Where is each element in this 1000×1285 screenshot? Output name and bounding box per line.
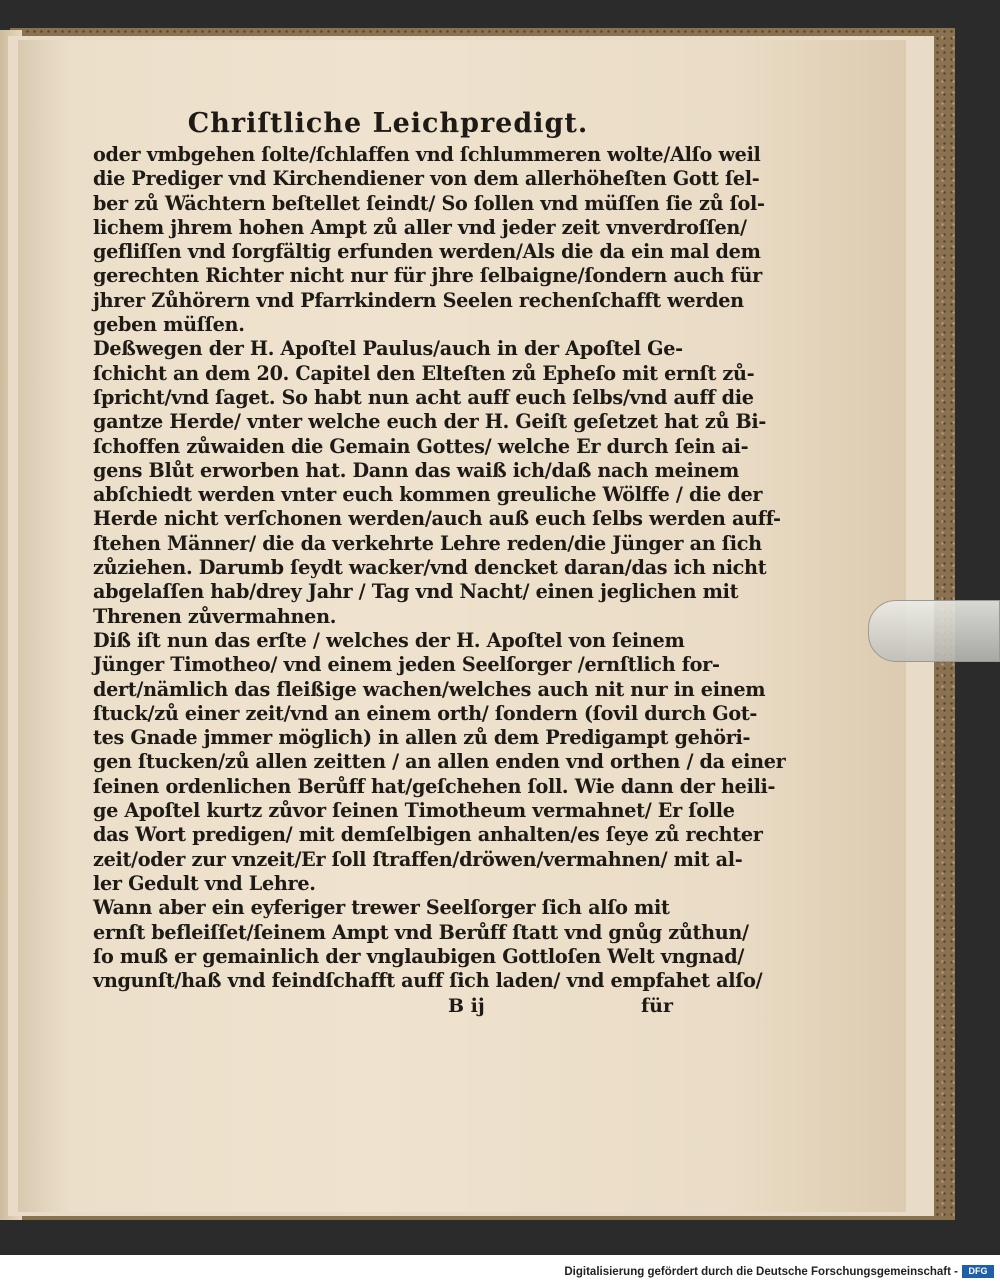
text-line: dert/nämlich das fleißige wachen/welches auch nit nur in einem [93, 677, 766, 701]
text-line: oder vmbgehen ſolte/ſchlaffen vnd ſchlummeren wolte/Alſo weil [93, 143, 761, 166]
page-weight-clip [868, 600, 1000, 662]
page-text-block [93, 108, 786, 1025]
text-line: lichem jhrem hohen Ampt zů aller vnd jeder zeit vnverdroſſen/ [93, 215, 747, 239]
text-line: Threnen zůvermahnen. [93, 604, 337, 628]
text-line: abſchiedt werden vnter euch kommen greuliche Wölffe / die der [93, 483, 763, 507]
text-line: geben müſſen. [93, 313, 245, 337]
text-line: ge Apoſtel kurtz zůvor ſeinen Timotheum vermahnet/ Er ſolle [93, 799, 735, 823]
text-line: die Prediger vnd Kirchendiener von dem allerhöheſten Gott ſel- [93, 167, 760, 191]
body-text [93, 143, 786, 993]
dfg-logo: DFG [962, 1265, 994, 1278]
funding-notice: Digitalisierung gefördert durch die Deutsche Forschungsgemeinschaft - [564, 1266, 958, 1278]
text-line: Herde nicht verſchonen werden/auch auß euch ſelbs werden auff- [93, 507, 781, 531]
text-line: ernſt befleiſſet/ſeinem Ampt vnd Berůff ſtatt vnd gnůg zůthun/ [93, 920, 749, 944]
text-line: ber zů Wächtern beſtellet ſeindt/ So ſollen vnd müſſen ſie zů ſol- [93, 191, 765, 215]
text-line: ler Gedult vnd Lehre. [93, 871, 316, 895]
text-line: zůziehen. Darumb ſeydt wacker/vnd dencket daran/das ich nicht [93, 556, 767, 580]
footer-bar [0, 1255, 1000, 1285]
text-line: gerechten Richter nicht nur für jhre ſelbaigne/ſondern auch für [93, 264, 762, 288]
running-head: Chriſtliche Leichpredigt. [187, 108, 589, 139]
text-line: ſtuck/zů einer zeit/vnd an einem orth/ ſondern (ſovil durch Got- [93, 701, 758, 725]
text-line: Wann aber ein eyferiger trewer Seelſorger ſich alſo mit [93, 896, 670, 920]
text-line: Diß iſt nun das erſte / welches der H. Apoſtel von ſeinem [93, 628, 685, 652]
text-line: zeit/oder zur vnzeit/Er ſoll ſtraffen/dröwen/vermahnen/ mit al- [93, 847, 743, 871]
text-line: ſpricht/vnd ſaget. So habt nun acht auff euch ſelbs/vnd auff die [93, 385, 754, 409]
text-line: tes Gnade jmmer möglich) in allen zů dem Predigampt gehöri- [93, 726, 751, 750]
text-line: ſchoffen zůwaiden die Gemain Gottes/ welche Er durch ſein ai- [93, 434, 749, 458]
text-line: Deßwegen der H. Apoſtel Paulus/auch in der Apoſtel Ge- [93, 337, 683, 361]
text-line: ſtehen Männer/ die da verkehrte Lehre reden/die Jünger an ſich [93, 531, 762, 555]
catchword: für [641, 995, 673, 1018]
text-line: gens Blůt erworben hat. Dann das waiß ich/daß nach meinem [93, 458, 740, 482]
text-line: ſeinen ordenlichen Berůff hat/geſchehen ſoll. Wie dann der heili- [93, 774, 776, 798]
text-line: ſchicht an dem 20. Capitel den Elteſten zů Epheſo mit ernſt zů- [93, 361, 755, 385]
text-line: gefliſſen vnd ſorgfältig erfunden werden/Als die da ein mal dem [93, 240, 761, 264]
text-line: abgelaſſen hab/drey Jahr / Tag vnd Nacht/ einen jeglichen mit [93, 580, 739, 604]
text-line: Jünger Timotheo/ vnd einem jeden Seelſorger /ernſtlich for- [93, 653, 720, 677]
text-line: jhrer Zůhörern vnd Pfarrkindern Seelen rechenſchafft werden [93, 288, 744, 312]
text-line: ſo muß er gemainlich der vnglaubigen Gottloſen Welt vngnad/ [93, 944, 745, 968]
signature-mark: B ij [448, 995, 485, 1018]
text-line: gantze Herde/ vnter welche euch der H. Geiſt geſetzet hat zů Bi- [93, 410, 767, 434]
text-line: das Wort predigen/ mit demſelbigen anhalten/es ſeye zů rechter [93, 823, 763, 847]
page-foot-line [93, 995, 683, 1025]
text-line: vngunſt/haß vnd feindſchafft auff ſich laden/ vnd empfahet alſo/ [93, 969, 763, 993]
text-line: gen ſtucken/zů allen zeitten / an allen enden vnd orthen / da einer [93, 750, 786, 774]
